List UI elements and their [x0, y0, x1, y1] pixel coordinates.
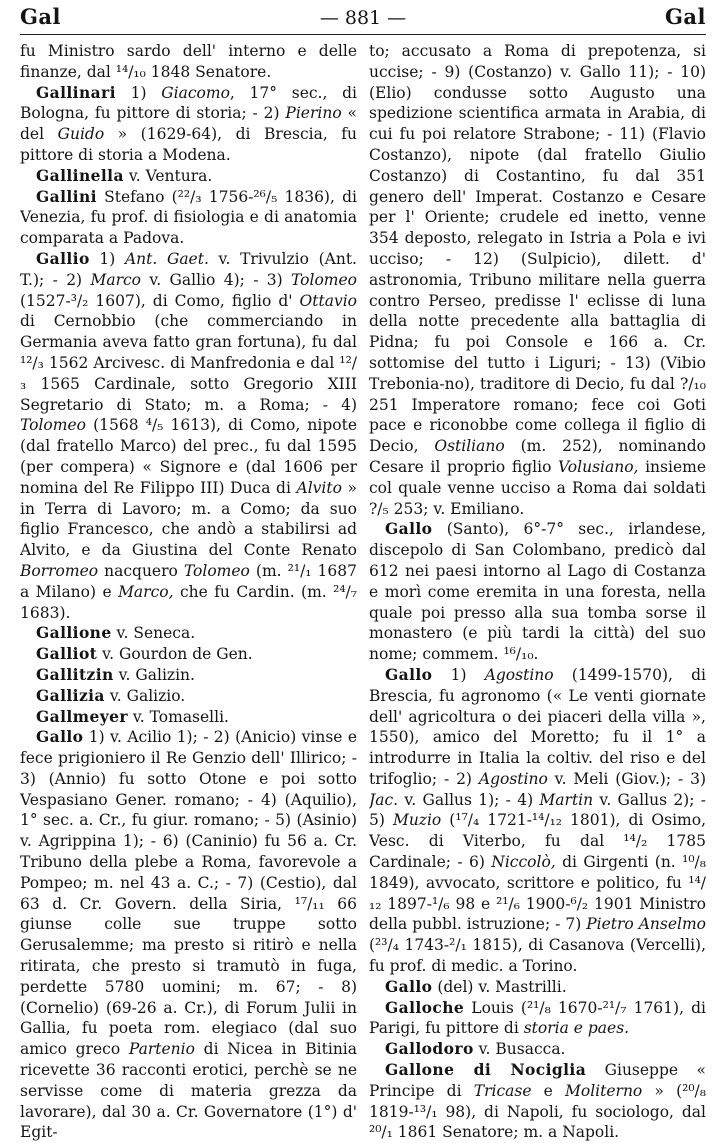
- headword: Galloche: [385, 997, 465, 1017]
- dictionary-entry: Galloche Louis (²¹/₈ 1670-²¹/₇ 1761), di Parigi, fu pittore di storia e paes.: [369, 997, 706, 1038]
- headword: Gallodoro: [385, 1039, 474, 1059]
- dictionary-entry: Gallo 1) Agostino (1499-1570), di Brescia, fu agronomo (« Le venti giornate dell' agricoltura o dei piaceri della villa », 1550), amico del Moretto; fu il 1° a introdurre in Italia la coltiv. del riso e del trifoglio; - 2) Agostino v. Meli (Giov.); - 3) Jac. v. Gallus 1); - 4) Martin v. Gallus 2); - 5) Muzio (¹⁷/₄ 1721-¹⁴/₁₂ 1801), di Osimo, Vesc. di Viterbo, fu dal ¹⁴/₂ 1785 Cardinale; - 6) Niccolò, di Girgenti (n. ¹⁰/₈ 1849), avvocato, scrittore e politico, fu ¹⁴/₁₂ 1897-¹/₆ 98 e ²¹/₆ 1900-⁶/₂ 1901 Ministro della pubbl. istruzione; - 7) Pietro Anselmo (²³/₄ 1743-²/₁ 1815), di Casanova (Vercelli), fu prof. di medic. a Torino.: [369, 664, 706, 976]
- dictionary-entry: fu Ministro sardo dell' interno e delle finanze, dal ¹⁴/₁₀ 1848 Senatore.: [20, 42, 357, 81]
- dictionary-entry: Galliot v. Gourdon de Gen.: [36, 644, 253, 664]
- dictionary-entry: Gallmeyer v. Tomaselli.: [36, 706, 229, 726]
- headword: Gallitzin: [36, 664, 114, 684]
- dictionary-entry: Gallo (Santo), 6°-7° sec., irlandese, discepolo di San Colombano, predicò dal 612 nei paesi intorno al Lago di Costanza e morì come eremita in una foresta, nella quale poi presso alla sua tomba sorse il monastero (e più tardi la città) del suo nome; commem. ¹⁶/₁₀.: [369, 519, 706, 664]
- headword: Galliot: [36, 644, 98, 664]
- left-column: [20, 41, 357, 1143]
- dictionary-entry: Gallodoro v. Busacca.: [385, 1039, 566, 1059]
- headword: Gallo: [385, 519, 433, 539]
- text-columns: [20, 41, 706, 1143]
- dictionary-entry: Gallini Stefano (²²/₃ 1756-²⁶/₅ 1836), di Venezia, fu prof. di fisiologia e di anatomia comparata a Padova.: [20, 186, 357, 248]
- headword: Gallinella: [36, 165, 124, 185]
- headword: Gallo: [385, 664, 433, 684]
- headword: Gallinari: [36, 82, 116, 102]
- dictionary-entry: Gallinari 1) Giacomo, 17° sec., di Bologna, fu pittore di storia; - 2) Pierino « del Guido » (1629-64), di Brescia, fu pittore di storia a Modena.: [20, 82, 357, 164]
- dictionary-entry: Gallo 1) v. Acilio 1); - 2) (Anicio) vinse e fece prigioniero il Re Genzio dell' Illirico; - 3) (Annio) fu sotto Otone e poi sotto Vespasiano Gener. romano; - 4) (Aquilio), 1° sec. a. Cr., fu giur. romano; - 5) (Asinio) v. Agrippina 1); - 6) (Caninio) fu 56 a. Cr. Tribuno della plebe a Roma, favorevole a Pompeo; m. nel 43 a. C.; - 7) (Cestio), dal 63 d. Cr. Govern. della Siria, ¹⁷/₁₁ 66 giunse colle sue truppe sotto Gerusalemme; ma presto si ritirò e nella ritirata, che presto si tramutò in fuga, perdette 5780 uomini; m. 67; - 8) (Cornelio) (69-26 a. Cr.), di Forum Julii in Gallia, fu poeta rom. elegiaco (dal suo amico greco Partenio di Nicea in Bitinia ricevette 36 racconti erotici, perchè se ne servisse come di materia grezza da lavorare), dal 30 a. Cr. Governatore (1°) d' Egit-: [20, 727, 357, 1142]
- headword: Gallini: [36, 186, 97, 206]
- dictionary-entry: Gallione v. Seneca.: [36, 623, 196, 643]
- headword: Gallo: [36, 727, 84, 747]
- dictionary-entry: Gallio 1) Ant. Gaet. v. Trivulzio (Ant. T.); - 2) Marco v. Gallio 4); - 3) Tolomeo (1527-³/₂ 1607), di Como, figlio d' Ottavio di Cernobbio (che commerciando in Germania aveva fatto gran fortuna), fu dal ¹²/₃ 1562 Arcivesc. di Manfredonia e dal ¹²/₃ 1565 Cardinale, sotto Gregorio XIII Segretario di Stato; m. a Roma; - 4) Tolomeo (1568 ⁴/₅ 1613), di Como, nipote (dal fratello Marco) del prec., fu dal 1595 (per compera) « Signore e (dal 1606 per nomina del Re Filippo III) Duca di Alvito » in Terra di Lavoro; m. a Como; da suo figlio Francesco, che andò a stabilirsi ad Alvito, e da Giustina del Conte Renato Borromeo nacquero Tolomeo (m. ²¹/₁ 1687 a Milano) e Marco, che fu Cardin. (m. ²⁴/₇ 1683).: [20, 248, 357, 622]
- right-column: [369, 41, 706, 1143]
- header-right-headword: Gal: [664, 4, 706, 29]
- dictionary-entry: Gallo (del) v. Mastrilli.: [385, 976, 567, 996]
- header-left-headword: Gal: [20, 4, 62, 29]
- page-number: — 881 —: [319, 7, 407, 29]
- headword: Gallone di Nociglia: [385, 1060, 587, 1080]
- headword: Gallo: [385, 976, 433, 996]
- headword: Gallione: [36, 623, 112, 643]
- headword: Gallmeyer: [36, 706, 128, 726]
- page-header: [20, 4, 706, 35]
- dictionary-entry: Gallinella v. Ventura.: [36, 165, 213, 185]
- dictionary-entry: Gallizia v. Galizio.: [36, 685, 186, 705]
- headword: Gallizia: [36, 685, 105, 705]
- dictionary-entry: Gallitzin v. Galizin.: [36, 664, 195, 684]
- dictionary-entry: to; accusato a Roma di prepotenza, si uccise; - 9) (Costanzo) v. Gallo 11); - 10) (Elio) condusse sotto Augusto una spedizione scientifica armata in Arabia, di cui fu poi relatore Strabone; - 11) (Flavio Costanzo), nipote (dal fratello Giulio Costanzo) di Costantino, fu dal 351 genero dell' Imperat. Costanzo e Cesare per l' Oriente; crudele ed inetto, venne 354 deposto, relegato in Istria a Pola e ivi ucciso; - 12) (Sulpicio), dilett. d' astronomia, Tribuno militare nella guerra contro Perseo, predisse l' eclisse di luna della notte precedente alla battaglia di Pidna; fu poi Console e 166 a. Cr. sottomise del tutto i Liguri; - 13) (Vibio Trebonia-no), traditore di Decio, fu dal ?/₁₀ 251 Imperatore romano; fece coi Goti pace e riconobbe come collega il figlio di Decio, Ostiliano (m. 252), nominando Cesare il proprio figlio Volusiano, insieme col quale venne ucciso a Roma dai soldati ?/₅ 253; v. Emiliano.: [369, 42, 706, 518]
- headword: Gallio: [36, 248, 90, 268]
- dictionary-entry: Gallone di Nociglia Giuseppe « Principe di Tricase e Moliterno » (²⁰/₈ 1819-¹³/₁ 98), di Napoli, fu sociologo, dal ²⁰/₁ 1861 Senatore; m. a Napoli.: [369, 1060, 706, 1142]
